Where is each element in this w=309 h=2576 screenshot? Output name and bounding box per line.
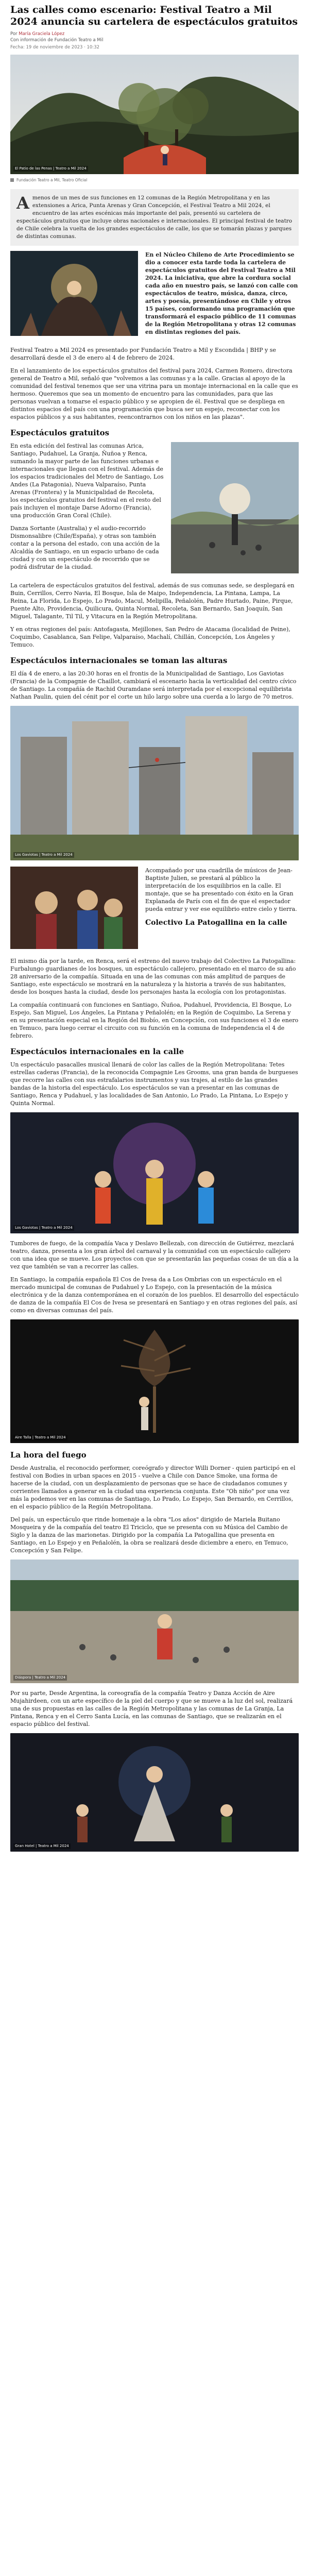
- intro-block: [10, 251, 299, 341]
- section-1-illustration: [171, 442, 299, 573]
- section-3-caption-2: Aire Talla | Teatro a Mil 2024: [13, 1435, 67, 1440]
- section-1-paragraph-3: La cartelera de espectáculos gratuitos del festival, además de sus comunas sede, se desplegará en Buin, Cerrillos, Cerro Navia, El Bosque, Isla de Maipo, Independencia, La Pintana, Lampa, La Reina, La Florida, Lo Espejo, Lo Prado, Macul, Melipilla, Peñalolén, Padre Hurtado, Paine, Pirque, Puente Alto, Providencia, Quilicura, Quinta Normal, Recoleta, San Bernardo, San Joaquín, San Miguel, Talagante, Til Til, y Vitacura en la Región Metropolitana.: [10, 582, 295, 620]
- intro-image: [10, 251, 138, 336]
- section-1-paragraph-1: En esta edición del festival las comunas Arica, Santiago, Pudahuel, La Granja, Ñuñoa y Renca, sumando la mayor parte de las funciones urbanas e internacionales que llegan con el festival. Además de los espacios tradicionales del Metro de Santiago, Los Andes (La Patagonia), Nueva Valparaíso, Punta Arenas (Frontera) y la Municipalidad de Recoleta, los espectáculos gratuitos del festival en el resto del país incluyen el montaje Darse Adorno (Francia), una producción Gran Coral (Chile).: [10, 443, 164, 519]
- section-2-paragraph-3: La compañía continuará con funciones en Santiago, Ñuñoa, Pudahuel, Providencia, El Bosque, Lo Espejo, San Miguel, Los Ángeles, La Pintana y Peñalolén; en la Región de Coquimbo, La Serena y en su presentación especial en la Región del Biobío, en Concepción, con sus funciones el 3 de enero en Temuco, para luego cerrar el circuito con su función en la comuna de Independencia el 4 de febrero.: [10, 1002, 299, 1039]
- section-4-paragraph-3: Por su parte, Desde Argentina, la coreografía de la compañía Teatro y Danza Acción de Aire Mujahirdeen, con un arte específico de la piel del cuerpo y que se mueve a la luz del sol, realizará una de sus propuestas en las calles de la Región Metropolitana y las comunas de La Granja, La Pintana, Renca y en el Cerro Santa Lucía, en las comunas de Santiago, que se realizarán en el espacio público del festival.: [10, 1690, 293, 1727]
- hero-caption: El Patio de las Penas | Teatro a Mil 2024: [13, 166, 88, 172]
- byline-prefix: Por: [10, 31, 18, 37]
- section-1-paragraph-4: Y en otras regiones del país: Antofagasta, Mejillones, San Pedro de Atacama (localidad de Peine), Coquimbo, Casablanca, San Felipe, Valparaíso, Machalí, Chillán, Concepción, Los Ángeles y Temuco.: [10, 626, 290, 648]
- section-2-paragraph-1: El día 4 de enero, a las 20:30 horas en el frontis de la Municipalidad de Santiago, Los Gaviotas (Francia) de la Compagnie de Chaillot, cambiará el escenario hacia la verticalidad del centro cívico de Santiago. La compañía de Rachid Ouramdane será interpretada por el excepcional equilibrista Nathan Paulin, quien del cénit por el corte un hilo largo sobre una cuerda a lo largo de 70 metros.: [10, 670, 297, 700]
- section-2-caption: Los Gaviotas | Teatro a Mil 2024: [13, 852, 74, 858]
- hero-image: [10, 55, 299, 174]
- article-page: [10, 0, 299, 1852]
- dateline: Fecha: 19 de noviembre de 2023 · 10:32: [10, 45, 100, 50]
- article-headline: Las calles como escenario: Festival Teatro a Mil 2024 anuncia su cartelera de espectáculos gratuitos: [10, 4, 298, 27]
- section-title-gratuitos: Espectáculos gratuitos: [10, 428, 110, 437]
- section-2-subtitle: Colectivo La Patogallina en la calle: [145, 919, 287, 927]
- paragraph-1: Festival Teatro a Mil 2024 es presentado por Fundación Teatro a Mil y Escondida | BHP y se desarrollará desde el 3 de enero al 4 de febrero de 2024.: [10, 347, 276, 361]
- hero-credit-text: Fundación Teatro a Mil, Teatro Oficial: [16, 178, 88, 182]
- lead-text: menos de un mes de sus funciones en 12 comunas de la Región Metropolitana y en las extensiones a Arica, Punta Arenas y Gran Concepción, el Festival Teatro a Mil 2024, el encuentro de las artes escénicas más importante del país, presentó su cartelera de espectáculos gratuitos que incluye obras nacionales e internacionales. El principal festival de teatro de Chile celebra la vuelta de los grandes espectáculos de calle, los que se tomarán plazas y parques de distintas comunas.: [16, 195, 293, 240]
- byline-source: Con información de Fundación Teatro a Mil: [10, 38, 104, 43]
- section-2-float-image: [10, 867, 138, 949]
- section-title-internacionales: Espectáculos internacionales en la calle: [10, 1047, 184, 1056]
- camera-icon: [10, 178, 14, 182]
- paragraph-2: En el lanzamiento de los espectáculos gratuitos del festival para 2024, Carmen Romero, directora general de Teatro a Mil, señaló que "volvemos a las comunas y a la calle. Gracias al apoyo de la comunidad del festival tenemos que ser una vitrina para un montaje internacional en la calle que es hermoso. Queremos que sea un momento de encuentro para las comunidades, para que las personas vuelvan a tomarse el espacio público y se apropien de él. Festival que se despliega en distintos espacios del país con una programación que busca ser un espejo, reconectar con los espacios públicos y a sus habitantes, reencontrarnos con los niños en las plazas".: [10, 367, 298, 420]
- section-3-caption-1: Los Gaviotas | Teatro a Mil 2024: [13, 1225, 74, 1231]
- section-4-caption: Diáspora | Teatro a Mil 2024: [13, 1675, 67, 1681]
- section-4-bottom-image: [10, 1733, 299, 1852]
- section-2-float-block: [10, 867, 299, 952]
- section-3-paragraph-3: En Santiago, la compañía española El Cos de Ivesa da a Los Ombrias con un espectáculo en el mercado municipal de comunas de Pudahuel y Lo Espejo, con la presentación de la música electrónica y de la danza contemporánea en el corazón de los pueblos. El desarrollo del espectáculo de danza de la compañía El Cos de Ivesa se presentará en Santiago y en otras regiones del país, así como en diversas comunas del país.: [10, 1276, 299, 1314]
- section-1-image: [171, 442, 299, 573]
- lead-dropcap: A: [16, 193, 29, 213]
- section-4-bottom-caption: Gran Hotel | Teatro a Mil 2024: [13, 1843, 71, 1849]
- section-2-image: [10, 706, 299, 860]
- byline-author[interactable]: María Graciela López: [19, 31, 65, 37]
- section-4-illustration: [10, 1560, 299, 1683]
- intro-illustration: [10, 251, 138, 336]
- intro-paragraph: En el Núcleo Chileno de Arte Procedimiento se dio a conocer esta tarde toda la cartelera de espectáculos gratuitos del Festival Teatro a Mil 2024. La iniciativa, que abre la cordura social cada año en nuestro país, se lanzó con calle con espectáculos de teatro, música, danza, circo, artes y poesía, presentándose en Chile y otros 15 países, conformando una programación que transformará el espacio público de 11 comunas de la Región Metropolitana y otras 12 comunas en distintas regiones del país.: [145, 251, 298, 335]
- section-3-paragraph-2: Tumbores de fuego, de la compañía Vaca y Deslavo Bellezab, con dirección de Gutiérrez, mezclará teatro, danza, presenta a los gran árbol del carnaval y la comunidad con un espectáculo callejero con una idea que se mueve. Los proyectos con que se presentarán las pequeñas cosas de un día a la vez que también se van a recorrer las calles.: [10, 1240, 299, 1270]
- section-2-illustration: [10, 706, 299, 860]
- section-3-image-2: [10, 1319, 299, 1443]
- section-3-illustration-1: [10, 1112, 299, 1233]
- section-1-block: [10, 442, 299, 577]
- section-4-paragraph-2: Del país, un espectáculo que rinde homenaje a la obra "Los años" dirigido de Mariela Buitano Mosqueira y de la compañía del teatro El Triciclo, que se presenta con su Música del Cambio de Siglo y la danza de las marionetas. Dirigido por la compañía La Patogallina que presenta en Santiago, en Lo Espejo y en Peñalolén, la obra se realizará desde diciembre a enero, en Temuco, Concepción y San Felipe.: [10, 1516, 288, 1554]
- section-title-alturas: Espectáculos internacionales se toman las alturas: [10, 656, 228, 665]
- section-1-paragraph-2: Danza Sortante (Australia) y el audio-recorrido Dismonsalibre (Chile/España), y otras son también contar a la persona del estado, con una acción de la Alcaldía de Santiago, en un espacio urbano de cada ciudad y con un espectáculo de recorrido que se podrá disfrutar de la ciudad.: [10, 525, 160, 570]
- section-3-illustration-2: [10, 1319, 299, 1443]
- section-2-float-illustration: [10, 867, 138, 949]
- section-2-paragraph-2: El mismo día por la tarde, en Renca, será el estreno del nuevo trabajo del Colectivo La Patogallina: Furbalungo guardianes de los bosques, un espectáculo callejero, presentado en el marco de su año 28 aniversario de la compañía. Situada en una de las comunas con más amplitud de parques de Santiago, este espectáculo se mostrará en la naturaleza y la historia a través de sus habitantes, desde los bosques hasta la ciudad, desde los personajes hasta la ecología con los protagonistas.: [10, 958, 296, 995]
- article-lead: [10, 189, 299, 246]
- section-3-paragraph-1: Un espectáculo pasacalles musical llenará de color las calles de la Región Metropolitana: Tetes estrellas caderas (Francia), de la reconocida Compagnie Les Grooms, una gran banda de burgueses que recorre las calles con sus estrafalarios instrumentos y sus trajes, al estilo de las grandes bandas de la historia del espectáculo. Los espectáculos se van a presentar en las comunas de Santiago, Renca y Pudahuel, y las localidades de San Antonio, Lo Prado, La Pintana, Lo Espejo y Quinta Normal.: [10, 1061, 298, 1107]
- hero-credit: [10, 176, 299, 184]
- section-2-float-text: Acompañado por una cuadrilla de músicos de Jean-Baptiste Julien, se prestará al público la interpretación de los esquilibrios en la calle. El montaje, que se ha presentado con éxito en la Gran Explanada de París con el fin de que el espectador pueda entrar y ver ese equilibrio entre cielo y tierra.: [145, 867, 297, 912]
- section-4-image: [10, 1560, 299, 1683]
- hero-illustration: [10, 55, 299, 174]
- section-3-image-1: [10, 1112, 299, 1233]
- section-4-paragraph-1: Desde Australia, el reconocido performer, coreógrafo y director Willi Dorner - quien participó en el festival con Bodies in urban spaces en 2015 - vuelve a Chile con Dance Smoke, una forma de hacerse de la ciudad, con un desplazamiento de personas que se hace de ciudadanos comunes y corrientes llamados a generar en la ciudad una experiencia conjunta. Este "Oh niño" por una vez más la podemos ver en las comunas de Santiago, Lo Prado, Lo Espejo, San Bernardo, en Cerrillos, en el espacio público de la Región Metropolitana.: [10, 1465, 296, 1510]
- section-4-bottom-illustration: [10, 1733, 299, 1852]
- byline: [10, 31, 299, 37]
- section-title-fuego: La hora del fuego: [10, 1450, 87, 1460]
